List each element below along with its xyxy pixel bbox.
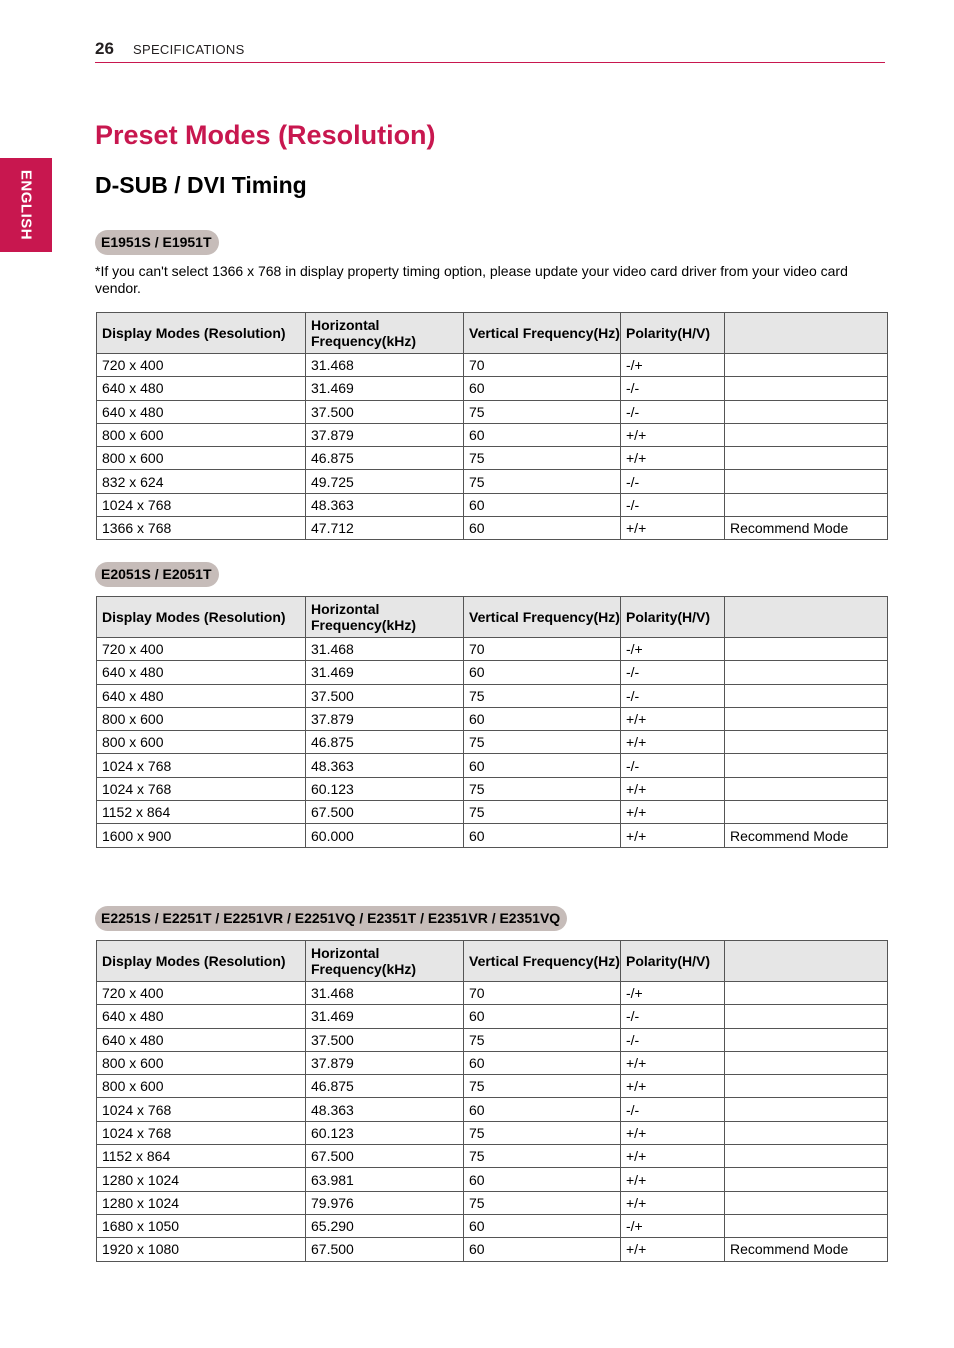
resolution-cell: 800 x 600 [97, 1075, 306, 1098]
resolution-cell: 720 x 400 [97, 354, 306, 377]
v-frequency-cell: 75 [464, 447, 621, 470]
h-frequency-cell: 48.363 [306, 1098, 464, 1121]
h-frequency-cell: 37.879 [306, 423, 464, 446]
table-header-row [97, 597, 888, 638]
note-cell [725, 777, 888, 800]
table-row [97, 447, 888, 470]
v-frequency-cell: 60 [464, 1098, 621, 1121]
resolution-cell: 640 x 480 [97, 661, 306, 684]
table-row [97, 777, 888, 800]
table-row [97, 493, 888, 516]
polarity-cell: +/+ [621, 1191, 725, 1214]
polarity-cell: -/- [621, 661, 725, 684]
h-frequency-cell: 67.500 [306, 1238, 464, 1261]
table-header-row [97, 313, 888, 354]
h-frequency-cell: 49.725 [306, 470, 464, 493]
note-text: *If you can't select 1366 x 768 in display property timing option, please update your video card driver from your video card vendor. [95, 263, 848, 296]
h-frequency-cell: 48.363 [306, 493, 464, 516]
h-frequency-cell: 31.469 [306, 1005, 464, 1028]
h-frequency-cell: 48.363 [306, 754, 464, 777]
resolution-cell: 1920 x 1080 [97, 1238, 306, 1261]
note-cell [725, 1051, 888, 1074]
h-frequency-cell: 37.879 [306, 1051, 464, 1074]
header-blank [725, 313, 888, 354]
header-polarity: Polarity(H/V) [621, 597, 725, 638]
header-blank [725, 941, 888, 982]
polarity-cell: +/+ [621, 423, 725, 446]
resolution-cell: 640 x 480 [97, 400, 306, 423]
resolution-cell: 1024 x 768 [97, 777, 306, 800]
table-row [97, 1145, 888, 1168]
model-label-3: E2251S / E2251T / E2251VR / E2251VQ / E2351T / E2351VR / E2351VQ [95, 906, 567, 931]
polarity-cell: -/+ [621, 982, 725, 1005]
table-row [97, 638, 888, 661]
h-frequency-cell: 31.469 [306, 661, 464, 684]
v-frequency-cell: 60 [464, 661, 621, 684]
v-frequency-cell: 75 [464, 1075, 621, 1098]
table-row [97, 1214, 888, 1237]
section-name: SPECIFICATIONS [133, 42, 245, 57]
table-row [97, 1075, 888, 1098]
resolution-cell: 1280 x 1024 [97, 1191, 306, 1214]
h-frequency-cell: 31.468 [306, 982, 464, 1005]
header-display-modes: Display Modes (Resolution) [97, 597, 306, 638]
h-frequency-cell: 67.500 [306, 801, 464, 824]
h-frequency-cell: 46.875 [306, 731, 464, 754]
polarity-cell: +/+ [621, 1238, 725, 1261]
resolution-cell: 640 x 480 [97, 1005, 306, 1028]
v-frequency-cell: 60 [464, 824, 621, 847]
v-frequency-cell: 60 [464, 493, 621, 516]
note-cell [725, 1145, 888, 1168]
note-cell: Recommend Mode [725, 824, 888, 847]
note-cell [725, 1214, 888, 1237]
note-cell [725, 1028, 888, 1051]
resolution-cell: 1600 x 900 [97, 824, 306, 847]
polarity-cell: -/- [621, 493, 725, 516]
note-cell [725, 661, 888, 684]
note-cell [725, 400, 888, 423]
timing-table-3 [96, 940, 888, 1262]
v-frequency-cell: 75 [464, 1028, 621, 1051]
v-frequency-cell: 60 [464, 1214, 621, 1237]
h-frequency-cell: 60.000 [306, 824, 464, 847]
table-row [97, 1238, 888, 1261]
polarity-cell: -/+ [621, 1214, 725, 1237]
v-frequency-cell: 60 [464, 1051, 621, 1074]
polarity-cell: +/+ [621, 824, 725, 847]
resolution-cell: 1366 x 768 [97, 517, 306, 540]
header-vertical-frequency: Vertical Frequency(Hz) [464, 941, 621, 982]
v-frequency-cell: 60 [464, 707, 621, 730]
h-frequency-cell: 37.879 [306, 707, 464, 730]
resolution-cell: 640 x 480 [97, 1028, 306, 1051]
polarity-cell: +/+ [621, 707, 725, 730]
header-polarity: Polarity(H/V) [621, 941, 725, 982]
resolution-cell: 1024 x 768 [97, 754, 306, 777]
polarity-cell: -/- [621, 1098, 725, 1121]
h-frequency-cell: 67.500 [306, 1145, 464, 1168]
table-row [97, 400, 888, 423]
resolution-cell: 1152 x 864 [97, 1145, 306, 1168]
table-row [97, 1005, 888, 1028]
resolution-cell: 640 x 480 [97, 377, 306, 400]
note-cell [725, 1075, 888, 1098]
resolution-cell: 832 x 624 [97, 470, 306, 493]
polarity-cell: +/+ [621, 447, 725, 470]
note-cell [725, 731, 888, 754]
table-row [97, 354, 888, 377]
resolution-cell: 1280 x 1024 [97, 1168, 306, 1191]
resolution-cell: 640 x 480 [97, 684, 306, 707]
polarity-cell: -/- [621, 470, 725, 493]
note-cell [725, 470, 888, 493]
table-row [97, 1028, 888, 1051]
header-vertical-frequency: Vertical Frequency(Hz) [464, 313, 621, 354]
resolution-cell: 800 x 600 [97, 707, 306, 730]
page-header [95, 38, 885, 63]
resolution-cell: 800 x 600 [97, 423, 306, 446]
v-frequency-cell: 60 [464, 377, 621, 400]
polarity-cell: +/+ [621, 1075, 725, 1098]
polarity-cell: -/- [621, 400, 725, 423]
resolution-cell: 1680 x 1050 [97, 1214, 306, 1237]
polarity-cell: +/+ [621, 777, 725, 800]
header-vertical-frequency: Vertical Frequency(Hz) [464, 597, 621, 638]
v-frequency-cell: 60 [464, 423, 621, 446]
note-cell [725, 447, 888, 470]
table-row [97, 707, 888, 730]
h-frequency-cell: 46.875 [306, 447, 464, 470]
table-row [97, 824, 888, 847]
note-cell [725, 754, 888, 777]
table-row [97, 1168, 888, 1191]
v-frequency-cell: 70 [464, 354, 621, 377]
page-title: Preset Modes (Resolution) [95, 120, 436, 150]
note-cell [725, 801, 888, 824]
table-row [97, 470, 888, 493]
v-frequency-cell: 75 [464, 1121, 621, 1144]
h-frequency-cell: 60.123 [306, 1121, 464, 1144]
header-horizontal-frequency: Horizontal Frequency(kHz) [306, 597, 464, 638]
header-display-modes: Display Modes (Resolution) [97, 313, 306, 354]
v-frequency-cell: 60 [464, 754, 621, 777]
h-frequency-cell: 63.981 [306, 1168, 464, 1191]
header-blank [725, 597, 888, 638]
h-frequency-cell: 47.712 [306, 517, 464, 540]
v-frequency-cell: 75 [464, 684, 621, 707]
note-cell [725, 1168, 888, 1191]
resolution-cell: 1024 x 768 [97, 493, 306, 516]
page-number: 26 [95, 39, 114, 58]
table-row [97, 1051, 888, 1074]
v-frequency-cell: 75 [464, 470, 621, 493]
resolution-cell: 800 x 600 [97, 447, 306, 470]
table-row [97, 684, 888, 707]
h-frequency-cell: 46.875 [306, 1075, 464, 1098]
note-cell [725, 684, 888, 707]
table-row [97, 517, 888, 540]
note-cell [725, 638, 888, 661]
table-row [97, 754, 888, 777]
header-horizontal-frequency: Horizontal Frequency(kHz) [306, 313, 464, 354]
table-row [97, 982, 888, 1005]
table-row [97, 801, 888, 824]
polarity-cell: -/- [621, 1005, 725, 1028]
note-cell: Recommend Mode [725, 517, 888, 540]
table-row [97, 661, 888, 684]
polarity-cell: -/- [621, 377, 725, 400]
note-cell [725, 707, 888, 730]
resolution-cell: 720 x 400 [97, 982, 306, 1005]
v-frequency-cell: 75 [464, 801, 621, 824]
model-label-2: E2051S / E2051T [95, 562, 219, 587]
section-subtitle: D-SUB / DVI Timing [95, 172, 307, 198]
polarity-cell: +/+ [621, 731, 725, 754]
polarity-cell: -/+ [621, 354, 725, 377]
resolution-cell: 800 x 600 [97, 731, 306, 754]
h-frequency-cell: 31.468 [306, 638, 464, 661]
note-cell [725, 1005, 888, 1028]
polarity-cell: +/+ [621, 801, 725, 824]
note-cell [725, 1191, 888, 1214]
note-cell [725, 423, 888, 446]
note-cell [725, 493, 888, 516]
h-frequency-cell: 60.123 [306, 777, 464, 800]
polarity-cell: +/+ [621, 1168, 725, 1191]
polarity-cell: +/+ [621, 1051, 725, 1074]
polarity-cell: -/- [621, 684, 725, 707]
v-frequency-cell: 75 [464, 1191, 621, 1214]
polarity-cell: -/+ [621, 638, 725, 661]
table-row [97, 1121, 888, 1144]
v-frequency-cell: 60 [464, 1238, 621, 1261]
polarity-cell: +/+ [621, 1121, 725, 1144]
table-row [97, 1191, 888, 1214]
h-frequency-cell: 37.500 [306, 684, 464, 707]
resolution-cell: 1152 x 864 [97, 801, 306, 824]
header-display-modes: Display Modes (Resolution) [97, 941, 306, 982]
resolution-cell: 1024 x 768 [97, 1098, 306, 1121]
note-cell [725, 1121, 888, 1144]
timing-table-1 [96, 312, 888, 540]
v-frequency-cell: 60 [464, 517, 621, 540]
header-polarity: Polarity(H/V) [621, 313, 725, 354]
v-frequency-cell: 60 [464, 1168, 621, 1191]
h-frequency-cell: 31.469 [306, 377, 464, 400]
resolution-cell: 800 x 600 [97, 1051, 306, 1074]
h-frequency-cell: 79.976 [306, 1191, 464, 1214]
resolution-cell: 720 x 400 [97, 638, 306, 661]
note-cell: Recommend Mode [725, 1238, 888, 1261]
table-header-row [97, 941, 888, 982]
table-row [97, 423, 888, 446]
language-tab [0, 158, 52, 252]
table-row [97, 1098, 888, 1121]
h-frequency-cell: 37.500 [306, 400, 464, 423]
v-frequency-cell: 75 [464, 777, 621, 800]
polarity-cell: -/- [621, 1028, 725, 1051]
polarity-cell: +/+ [621, 1145, 725, 1168]
v-frequency-cell: 75 [464, 400, 621, 423]
note-cell [725, 354, 888, 377]
note-cell [725, 377, 888, 400]
v-frequency-cell: 75 [464, 1145, 621, 1168]
v-frequency-cell: 70 [464, 638, 621, 661]
v-frequency-cell: 75 [464, 731, 621, 754]
header-horizontal-frequency: Horizontal Frequency(kHz) [306, 941, 464, 982]
model-label-1: E1951S / E1951T [95, 230, 219, 255]
v-frequency-cell: 60 [464, 1005, 621, 1028]
timing-table-2 [96, 596, 888, 848]
h-frequency-cell: 37.500 [306, 1028, 464, 1051]
note-cell [725, 982, 888, 1005]
note-cell [725, 1098, 888, 1121]
table-row [97, 731, 888, 754]
h-frequency-cell: 31.468 [306, 354, 464, 377]
h-frequency-cell: 65.290 [306, 1214, 464, 1237]
polarity-cell: +/+ [621, 517, 725, 540]
table-row [97, 377, 888, 400]
language-tab-label: ENGLISH [17, 169, 35, 241]
polarity-cell: -/- [621, 754, 725, 777]
v-frequency-cell: 70 [464, 982, 621, 1005]
resolution-cell: 1024 x 768 [97, 1121, 306, 1144]
